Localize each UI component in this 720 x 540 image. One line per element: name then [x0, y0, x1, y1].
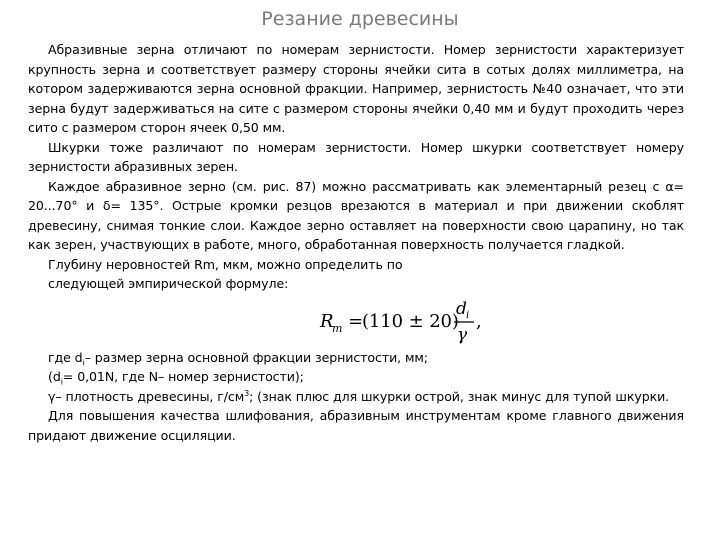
formula-denominator: γ [457, 324, 468, 345]
document-body [28, 40, 684, 445]
paragraph-di-definition: где $d_i-$ размер зерна основной фракции зернистости, мм; [48, 349, 428, 368]
formula-lhs-sub: m [332, 321, 343, 335]
roughness-formula [318, 296, 488, 346]
formula [28, 294, 684, 348]
formula-lhs: R [320, 310, 334, 332]
paragraph-sandpaper: Шкурки тоже различают по номерам зернистости. Номер шкурки соответствует номеру зернистости абразивных зерен. [28, 139, 684, 174]
paragraph-roughness-line2: следующей эмпирической формуле: [48, 276, 289, 291]
formula-numerator-sub: i [466, 309, 470, 321]
paragraph-oscillation: Для повышения качества шлифования, абразивным инструментам кроме главного движения придают движение осциляции. [28, 408, 684, 443]
formula-comma: , [476, 310, 482, 332]
formula-paren: (110 ± 20) [362, 310, 459, 332]
formula-eq: = [348, 310, 363, 332]
formula-numerator: d [456, 298, 467, 319]
paragraph-cutter: Каждое абразивное зерно (см. рис. 87) можно рассматривать как элементарный резец с α= 20...70° и δ= 135°. Острые кромки резцов врезаются в материал и при движении скоблят древесину, снимая тонкие слои. Каждое зерно оставляет на поверхности свою царапину, но так как зерен, участвующих в работе, много, обработанная поверхность получается гладкой. [28, 178, 684, 252]
paragraph-gamma-definition: γ– плотность древесины, $г/см^3$; (знак плюс для шкурки острой, знак минус для тупой шкурки. [48, 388, 670, 404]
paragraph-di-formula: ($d_i= 0,01N$, где N– номер зернистости); [48, 369, 304, 387]
paragraph-roughness-line1: Глубину неровностей Rm, мкм, можно определить по [48, 256, 403, 272]
page-title: Резание древесины [261, 8, 459, 30]
paragraph-grit-numbers: Абразивные зерна отличают по номерам зернистости. Номер зернистости характеризует крупность зерна и соответствует размеру стороны ячейки сита в сотых долях миллиметра, на котором задерживаются зерна основной фракции. Например, зернистость №40 означает, что эти зерна будут задерживаться на сите с размером стороны ячейки 0,40 мм и будут проходить через сито с размером сторон ячеек 0,50 мм. [28, 42, 684, 135]
